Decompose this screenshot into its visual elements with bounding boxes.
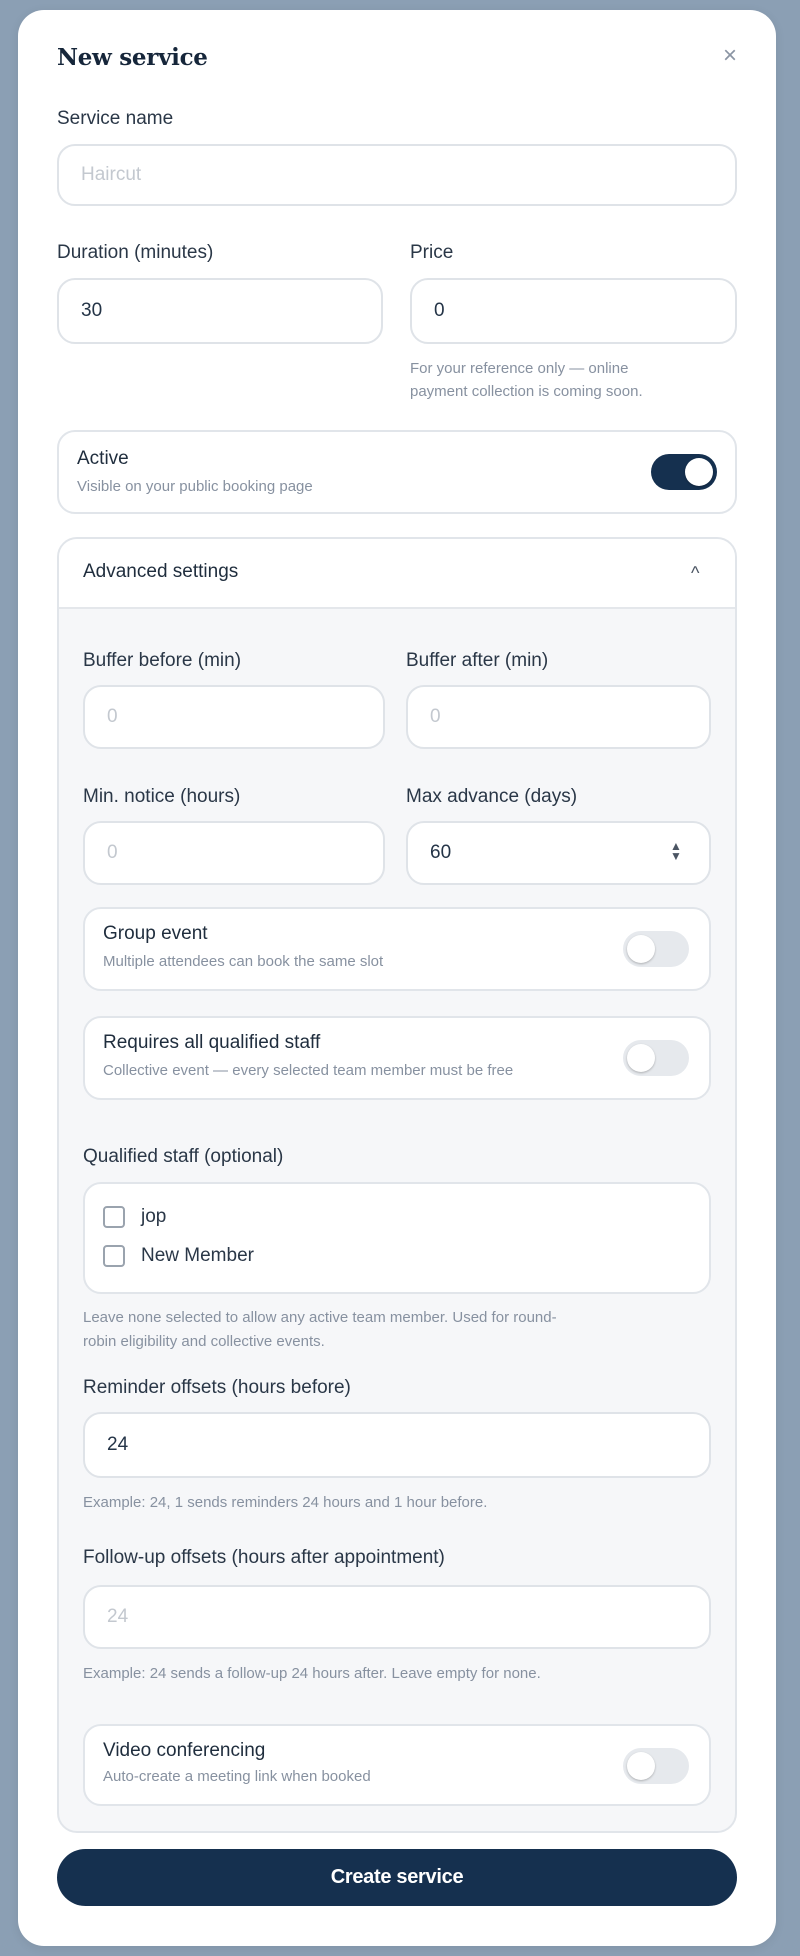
reminder-offsets-hint: Example: 24, 1 sends reminders 24 hours and 1 hour before.: [83, 1494, 488, 1511]
active-subtitle: Visible on your public booking page: [77, 478, 313, 495]
toggle-knob: [627, 1752, 655, 1780]
min-notice-input[interactable]: 0: [83, 821, 385, 885]
modal-title: New service: [57, 44, 208, 71]
duration-input[interactable]: 30: [57, 278, 383, 344]
buffer-before-input[interactable]: 0: [83, 685, 385, 749]
number-stepper-icon[interactable]: ▲ ▼: [670, 839, 682, 863]
staff-checkbox-jop[interactable]: [103, 1206, 125, 1228]
buffer-before-label: Buffer before (min): [83, 650, 242, 671]
advanced-settings-header[interactable]: [59, 539, 735, 609]
toggle-knob: [685, 458, 713, 486]
qualified-staff-label: Qualified staff (optional): [83, 1146, 284, 1167]
max-advance-value: 60: [430, 842, 452, 863]
max-advance-input[interactable]: [406, 821, 711, 885]
close-icon[interactable]: ×: [722, 42, 737, 69]
price-hint-line1: For your reference only — online: [410, 360, 629, 377]
active-card: [57, 430, 737, 514]
group-event-subtitle: Multiple attendees can book the same slot: [103, 953, 384, 970]
price-hint-line2: payment collection is coming soon.: [410, 383, 643, 400]
requires-all-staff-card: [83, 1016, 711, 1100]
active-toggle[interactable]: [651, 454, 717, 490]
followup-offsets-label: Follow-up offsets (hours after appointment): [83, 1547, 445, 1568]
service-name-label: Service name: [57, 108, 174, 129]
qualified-staff-hint-line2: robin eligibility and collective events.: [83, 1333, 325, 1350]
duration-label: Duration (minutes): [57, 242, 214, 263]
staff-name-new-member: New Member: [141, 1245, 254, 1266]
min-notice-label: Min. notice (hours): [83, 786, 241, 807]
video-conferencing-toggle[interactable]: [623, 1748, 689, 1784]
buffer-after-input[interactable]: 0: [406, 685, 711, 749]
price-label: Price: [410, 242, 454, 263]
advanced-settings-panel: [57, 537, 737, 1833]
max-advance-label: Max advance (days): [406, 786, 578, 807]
group-event-card: [83, 907, 711, 991]
advanced-settings-title: Advanced settings: [83, 561, 239, 582]
active-title: Active: [77, 448, 129, 469]
reminder-offsets-label: Reminder offsets (hours before): [83, 1377, 351, 1398]
reminder-offsets-input[interactable]: 24: [83, 1412, 711, 1478]
buffer-after-label: Buffer after (min): [406, 650, 549, 671]
toggle-knob: [627, 935, 655, 963]
price-input[interactable]: 0: [410, 278, 737, 344]
video-conferencing-subtitle: Auto-create a meeting link when booked: [103, 1768, 371, 1785]
service-name-input[interactable]: Haircut: [57, 144, 737, 206]
requires-all-staff-subtitle: Collective event — every selected team member must be free: [103, 1062, 514, 1079]
toggle-knob: [627, 1044, 655, 1072]
group-event-title: Group event: [103, 923, 208, 944]
followup-offsets-input[interactable]: 24: [83, 1585, 711, 1649]
qualified-staff-hint-line1: Leave none selected to allow any active team member. Used for round-: [83, 1309, 557, 1326]
staff-name-jop: jop: [141, 1206, 167, 1227]
group-event-toggle[interactable]: [623, 931, 689, 967]
chevron-up-icon[interactable]: ^: [691, 563, 700, 583]
requires-all-staff-toggle[interactable]: [623, 1040, 689, 1076]
video-conferencing-card: [83, 1724, 711, 1806]
video-conferencing-title: Video conferencing: [103, 1740, 266, 1761]
requires-all-staff-title: Requires all qualified staff: [103, 1032, 321, 1053]
staff-checkbox-new-member[interactable]: [103, 1245, 125, 1267]
new-service-modal: [18, 10, 776, 1946]
create-service-button[interactable]: Create service: [57, 1849, 737, 1906]
followup-offsets-hint: Example: 24 sends a follow-up 24 hours after. Leave empty for none.: [83, 1665, 541, 1682]
qualified-staff-list: [83, 1182, 711, 1294]
